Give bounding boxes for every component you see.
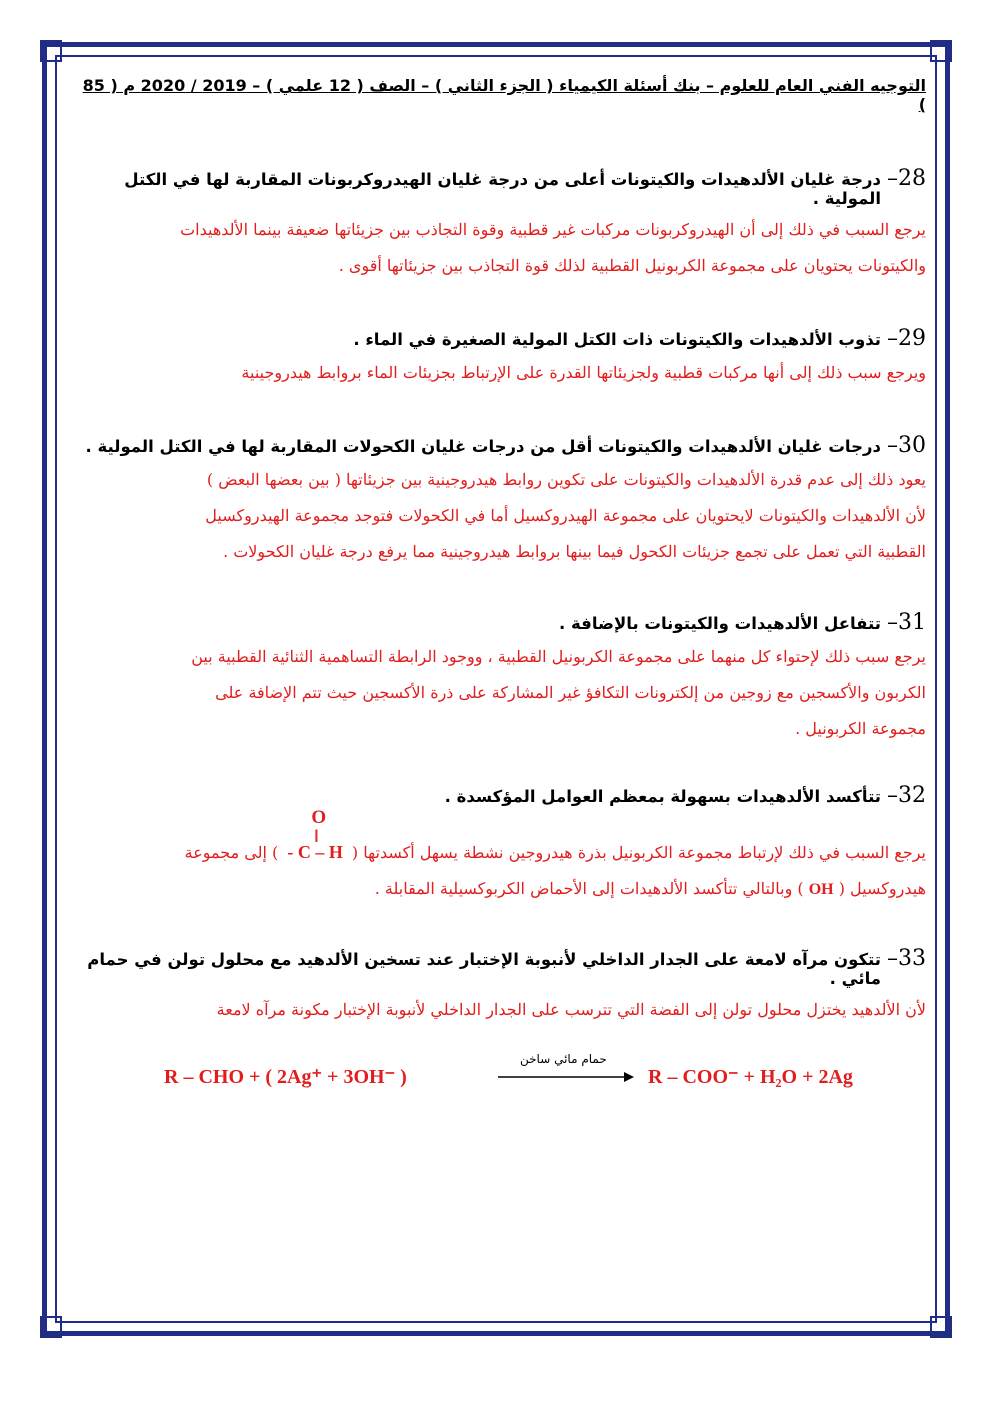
corner-ornament-bl [40, 1316, 62, 1338]
question-number: 32– [887, 783, 926, 808]
answer-line: الكربون والأكسجين مع زوجين من إلكترونات التكافؤ غير المشاركة على ذرة الأكسجين حيث تتم الإضافة على [215, 683, 926, 702]
corner-ornament-tl [40, 40, 62, 62]
question-block-32 [80, 783, 926, 908]
equation-products: R – COO⁻ + H₂O + 2Ag [648, 1066, 853, 1088]
tollens-equation [80, 1052, 926, 1096]
question-block-30 [80, 433, 926, 570]
hydroxyl-formula: OH [808, 881, 834, 898]
answer-line: لأن الألدهيدات والكيتونات لايحتويان على مجموعة الهيدروكسيل أما في الكحولات فتوجد مجموعة الهيدروكسيل [205, 506, 926, 525]
question-text: درجة غليان الألدهيدات والكيتونات أعلى من درجة غليان الهيدروكربونات المقاربة لها في الكتل المولية . [124, 170, 881, 208]
answer-line: يعود ذلك إلى عدم قدرة الألدهيدات والكيتونات على تكوين روابط هيدروجينية بين جزيئاتها ( بين بعضها البعض ) [206, 470, 926, 489]
page-header: التوجيه الفني العام للعلوم – بنك أسئلة الكيمياء ( الجزء الثاني ) – الصف ( 12 علمي ) – 2019 / 2020 م ( 85 ) [82, 76, 926, 114]
equation-reactants: R – CHO + ( 2Ag⁺ + 3OH⁻ ) [164, 1066, 407, 1088]
reaction-condition: حمام مائي ساخن [520, 1052, 607, 1066]
question-number: 33– [887, 946, 926, 971]
aldehyde-group-formula: O || - C – H [287, 834, 343, 870]
answer-line: مجموعة الكربونيل . [795, 719, 926, 738]
answer-line: يرجع السبب في ذلك إلى أن الهيدروكربونات مركبات غير قطبية وقوة التجاذب بين جزيئاتها ضعيفة بينما الألدهيدات [180, 220, 926, 239]
answer-line: لأن الألدهيد يختزل محلول تولن إلى الفضة التي تترسب على الجدار الداخلي لأنبوبة الإختبار مكونة مرآه لامعة [216, 1000, 926, 1019]
corner-ornament-tr [930, 40, 952, 62]
question-block-28 [80, 166, 926, 284]
answer-line: يرجع السبب في ذلك لإرتباط مجموعة الكربونيل بذرة هيدروجين نشطة يسهل أكسدتها ( O || - C – H ) إلى مجموعة [80, 834, 926, 871]
question-number: 30– [887, 433, 926, 458]
question-number: 28– [887, 166, 926, 191]
double-bond: || [314, 828, 317, 843]
question-block-31 [80, 610, 926, 747]
answer-line: يرجع سبب ذلك لإحتواء كل منهما على مجموعة الكربونيل القطبية ، ووجود الرابطة التساهمية الثنائية القطبية بين [191, 647, 926, 666]
answer-line: القطبية التي تعمل على تجمع جزيئات الكحول فيما بينها بروابط هيدروجينية مما يرفع درجة غليان الكحولات . [223, 542, 926, 561]
answer-line: هيدروكسيل ( OH ) وبالتالي تتأكسد الألدهيدات إلى الأحماض الكربوكسيلية المقابلة . [374, 879, 926, 898]
reaction-arrow-icon [498, 1070, 634, 1084]
question-text: درجات غليان الألدهيدات والكيتونات أقل من درجات غليان الكحولات المقاربة لها في الكتل المولية . [85, 437, 881, 456]
question-text: تتكون مرآه لامعة على الجدار الداخلي لأنبوبة الإختبار عند تسخين الألدهيد مع محلول تولن في حمام مائي . [87, 950, 881, 988]
corner-ornament-br [930, 1316, 952, 1338]
answer-line: والكيتونات يحتويان على مجموعة الكربونيل القطبية لذلك قوة التجاذب بين جزيئاتها أقوى . [338, 256, 926, 275]
question-number: 31– [887, 610, 926, 635]
page-content [80, 70, 926, 1096]
oxygen-atom: O [311, 807, 327, 828]
question-block-33 [80, 946, 926, 1028]
question-block-29 [80, 326, 926, 391]
question-text: تتفاعل الألدهيدات والكيتونات بالإضافة . [559, 614, 881, 633]
question-text: تتأكسد الألدهيدات بسهولة بمعظم العوامل المؤكسدة . [444, 787, 881, 806]
question-text: تذوب الألدهيدات والكيتونات ذات الكتل المولية الصغيرة في الماء . [353, 330, 881, 349]
question-number: 29– [887, 326, 926, 351]
answer-line: ويرجع سبب ذلك إلى أنها مركبات قطبية ولجزيئاتها القدرة على الإرتباط بجزيئات الماء بروابط هيدروجينية [241, 363, 926, 382]
